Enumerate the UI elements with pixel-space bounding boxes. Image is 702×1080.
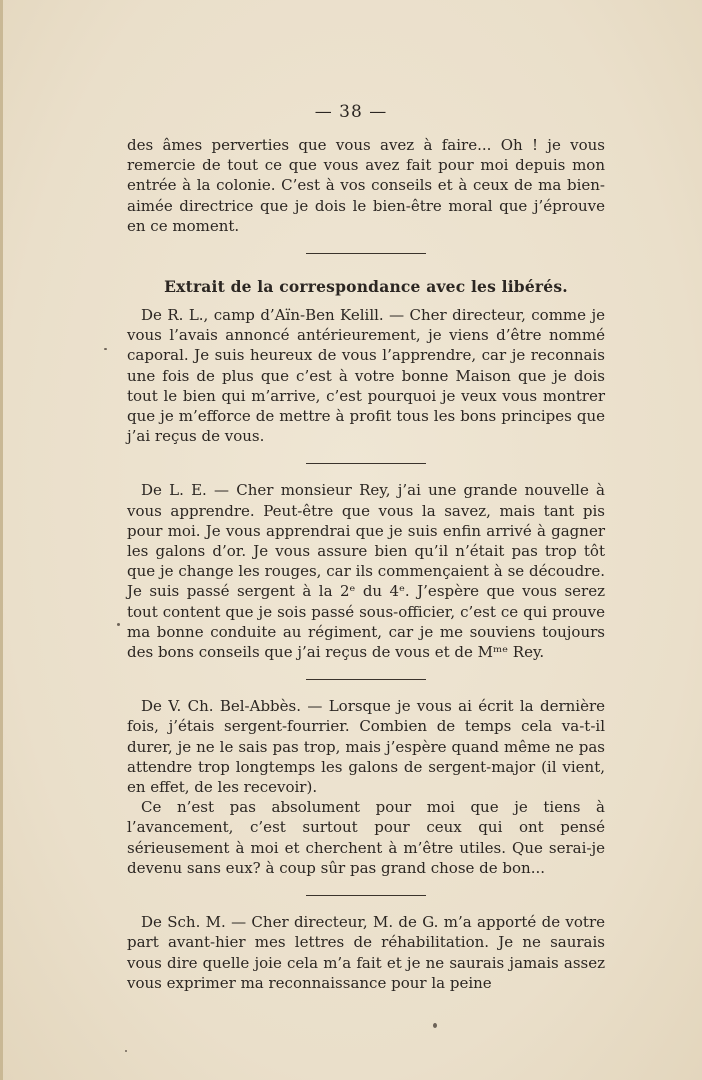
page-number: — 38 —: [314, 102, 388, 122]
section-heading: Extrait de la correspondance avec les libérés.: [164, 277, 568, 297]
paper-speck: [433, 1023, 437, 1028]
letter-paragraph: De L. E. — Cher monsieur Rey, j’ai une grande nouvelle à vous apprendre. Peut-être que vous la savez, mais tant pis pour moi. Je vous apprendrai que je suis enfin arrivé à gagner les galons d’or. Je vous assure bien qu’il n’était pas trop tôt que je change les rouges, car ils commençaient à se découdre. Je suis passé sergent à la 2ᵉ du 4ᵉ. J’espère que vous serez tout content que je sois passé sous-officier, c’est ce qui prouve ma bonne conduite au régiment, car je me souviens toujours des bons conseils que j’ai reçus de vous et de Mᵐᵉ Rey.: [127, 481, 605, 662]
paper-speck: [125, 1050, 127, 1052]
intro-paragraph: des âmes perverties que vous avez à faire... Oh ! je vous remercie de tout ce que vous avez fait pour moi depuis mon entrée à la colonie. C’est à vos conseils et à ceux de ma bien-aimée directrice que je dois le bien-être moral que j’éprouve en ce moment.: [127, 136, 605, 235]
page-body: [127, 135, 605, 993]
paper-speck: [117, 623, 120, 626]
page-edge: [0, 0, 3, 1080]
paper-speck: [104, 348, 107, 350]
letter-paragraph: De V. Ch. Bel-Abbès. — Lorsque je vous ai écrit la dernière fois, j’étais sergent-fourrier. Combien de temps cela va-t-il durer, je ne le sais pas trop, mais j’espère quand même ne pas attendre trop longtemps les galons de sergent-major (il vient, en effet, de les recevoir).: [127, 697, 605, 797]
letter-paragraph-continuation: Ce n’est pas absolument pour moi que je tiens à l’avancement, c’est surtout pour ceux qui ont pensé sérieusement à moi et cherchent à m’être utiles. Que serai-je devenu sans eux? à coup sûr pas grand chose de bon...: [127, 798, 605, 877]
letter-paragraph: De Sch. M. — Cher directeur, M. de G. m’a apporté de votre part avant-hier mes lettres de réhabilitation. Je ne saurais vous dire quelle joie cela m’a fait et je ne saurais jamais assez vous exprimer ma reconnaissance pour la peine: [127, 913, 605, 992]
letter-paragraph: De R. L., camp d’Aïn-Ben Kelill. — Cher directeur, comme je vous l’avais annoncé antérieurement, je viens d’être nommé caporal. Je suis heureux de vous l’apprendre, car je reconnais une fois de plus que c’est à votre bonne Maison que je dois tout le bien qui m’arrive, c’est pourquoi je veux vous montrer que je m’efforce de mettre à profit tous les bons principes que j’ai reçus de vous.: [127, 306, 605, 446]
